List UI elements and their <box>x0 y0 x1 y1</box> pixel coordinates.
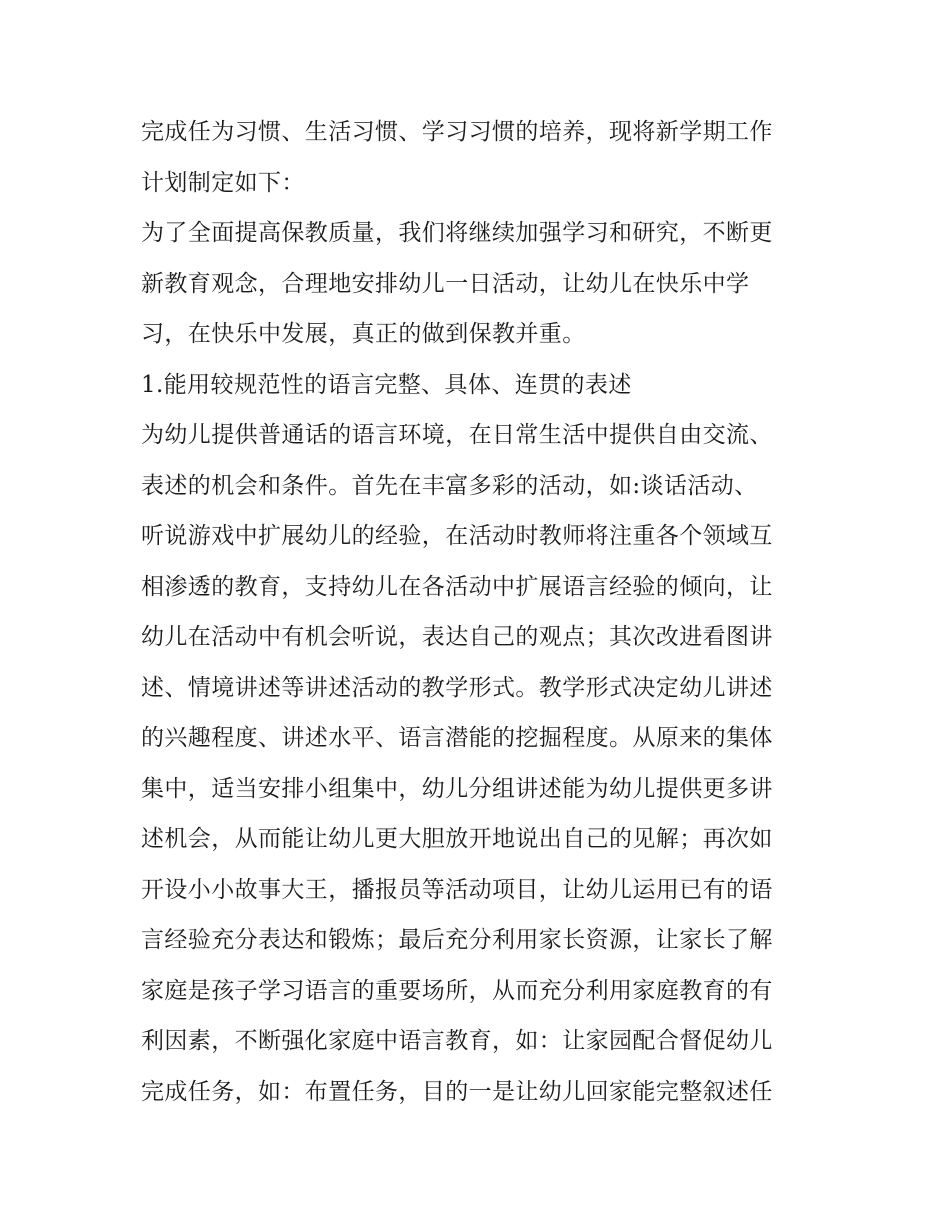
section-heading: 1.能用较规范性的语言完整、具体、连贯的表述 <box>141 371 632 398</box>
text-line: 新教育观念，合理地安排幼儿一日活动，让幼儿在快乐中学 <box>141 270 750 297</box>
text-line: 开设小小故事大王，播报员等活动项目，让幼儿运用已有的语 <box>141 876 773 903</box>
text-line: 习，在快乐中发展，真正的做到保教并重。 <box>141 321 586 347</box>
text-line: 为了全面提高保教质量，我们将继续加强学习和研究，不断更 <box>141 220 773 246</box>
text-line: 利因素，不断强化家庭中语言教育，如：让家园配合督促幼儿 <box>141 1028 773 1054</box>
text-line: 幼儿在活动中有机会听说，表达自己的观点；其次改进看图讲 <box>141 624 773 650</box>
text-line: 相渗透的教育，支持幼儿在各活动中扩展语言经验的倾向，让 <box>141 573 773 600</box>
text-line: 完成任务，如：布置任务，目的一是让幼儿回家能完整叙述任 <box>141 1078 773 1105</box>
text-line: 述、情境讲述等讲述活动的教学形式。教学形式决定幼儿讲述 <box>141 674 773 701</box>
text-line: 听说游戏中扩展幼儿的经验，在活动时教师将注重各个领域互 <box>141 523 773 549</box>
text-line: 集中，适当安排小组集中，幼儿分组讲述能为幼儿提供更多讲 <box>141 775 773 802</box>
text-line: 家庭是孩子学习语言的重要场所，从而充分利用家庭教育的有 <box>141 977 773 1004</box>
text-line: 为幼儿提供普通话的语言环境，在日常生活中提供自由交流、 <box>141 422 773 448</box>
text-line: 完成任为习惯、生活习惯、学习习惯的培养，现将新学期工作 <box>141 119 773 145</box>
text-line: 的兴趣程度、讲述水平、语言潜能的挖掘程度。从原来的集体 <box>141 725 773 751</box>
text-line: 言经验充分表达和锻炼；最后充分利用家长资源，让家长了解 <box>141 927 773 953</box>
text-line: 述机会，从而能让幼儿更大胆放开地说出自己的见解；再次如 <box>141 826 773 852</box>
text-line: 计划制定如下： <box>141 169 305 196</box>
text-line: 表述的机会和条件。首先在丰富多彩的活动，如:谈话活动、 <box>141 472 758 499</box>
body-text <box>141 107 821 1117</box>
